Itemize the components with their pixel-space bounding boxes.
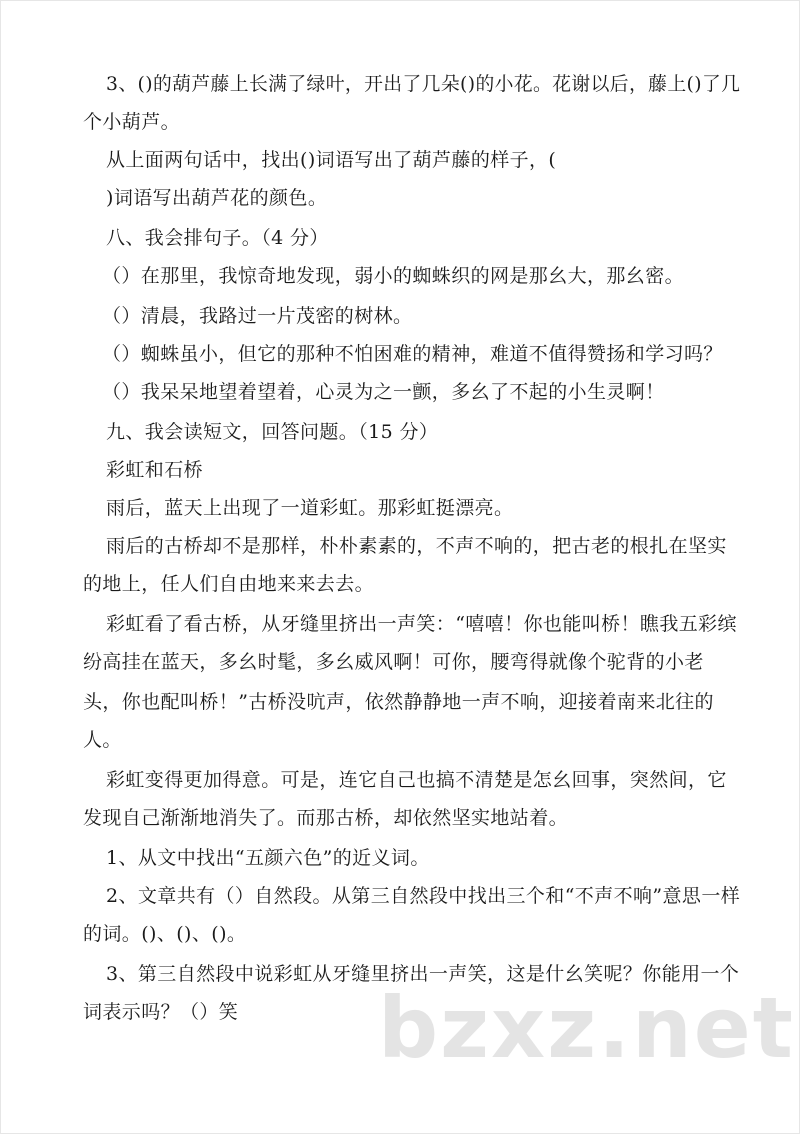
- section-heading: 九、我会读短文，回答问题。（15 分）: [106, 421, 439, 443]
- passage-title: 彩虹和石桥: [106, 459, 204, 481]
- text-line: 头，你也配叫桥！”古桥没吭声，依然静静地一声不响，迎接着南来北往的: [83, 691, 714, 713]
- text-line: 的词。()、()、()。: [83, 923, 247, 945]
- text-line: 从上面两句话中，找出()词语写出了葫芦藤的样子，(: [106, 149, 557, 171]
- text-line: 彩虹看了看古桥，从牙缝里挤出一声笑：“嘻嘻！你也能叫桥！瞧我五彩缤: [106, 613, 737, 635]
- text-line: 个小葫芦。: [83, 111, 181, 133]
- question-line: 2、文章共有（）自然段。从第三自然段中找出三个和“不声不响”意思一样: [106, 885, 741, 907]
- watermark: bzxz.net: [378, 979, 795, 1077]
- text-line: 纷高挂在蓝天，多幺时髦，多幺威风啊！可你，腰弯得就像个驼背的小老: [83, 651, 704, 673]
- text-line: 雨后的古桥却不是那样，朴朴素素的，不声不响的，把古老的根扎在坚实: [106, 535, 727, 557]
- text-line: )词语写出葫芦花的颜色。: [106, 187, 328, 209]
- text-line: 的地上，任人们自由地来来去去。: [83, 573, 375, 595]
- section-heading: 八、我会排句子。（4 分）: [106, 227, 329, 249]
- text-line: 人。: [83, 729, 122, 751]
- text-line: （）在那里，我惊奇地发现，弱小的蜘蛛织的网是那幺大，那幺密。: [102, 265, 685, 287]
- text-line: （）蜘蛛虽小，但它的那种不怕困难的精神，难道不值得赞扬和学习吗？: [102, 343, 723, 365]
- text-line: 雨后，蓝天上出现了一道彩虹。那彩虹挺漂亮。: [106, 497, 514, 519]
- question-line: 3、第三自然段中说彩虹从牙缝里挤出一声笑，这是什幺笑呢？你能用一个: [106, 963, 740, 985]
- text-line: 3、()的葫芦藤上长满了绿叶，开出了几朵()的小花。花谢以后，藤上()了几: [106, 73, 741, 95]
- text-line: 发现自己渐渐地消失了。而那古桥，却依然坚实地站着。: [83, 807, 569, 829]
- text-line: 词表示吗？（）笑: [83, 1001, 239, 1023]
- text-line: （）我呆呆地望着望着，心灵为之一颤，多幺了不起的小生灵啊！: [102, 381, 665, 403]
- text-line: 彩虹变得更加得意。可是，连它自己也搞不清楚是怎幺回事，突然间，它: [106, 769, 727, 791]
- question-line: 1、从文中找出“五颜六色”的近义词。: [106, 847, 430, 869]
- text-line: （）清晨，我路过一片茂密的树林。: [102, 305, 413, 327]
